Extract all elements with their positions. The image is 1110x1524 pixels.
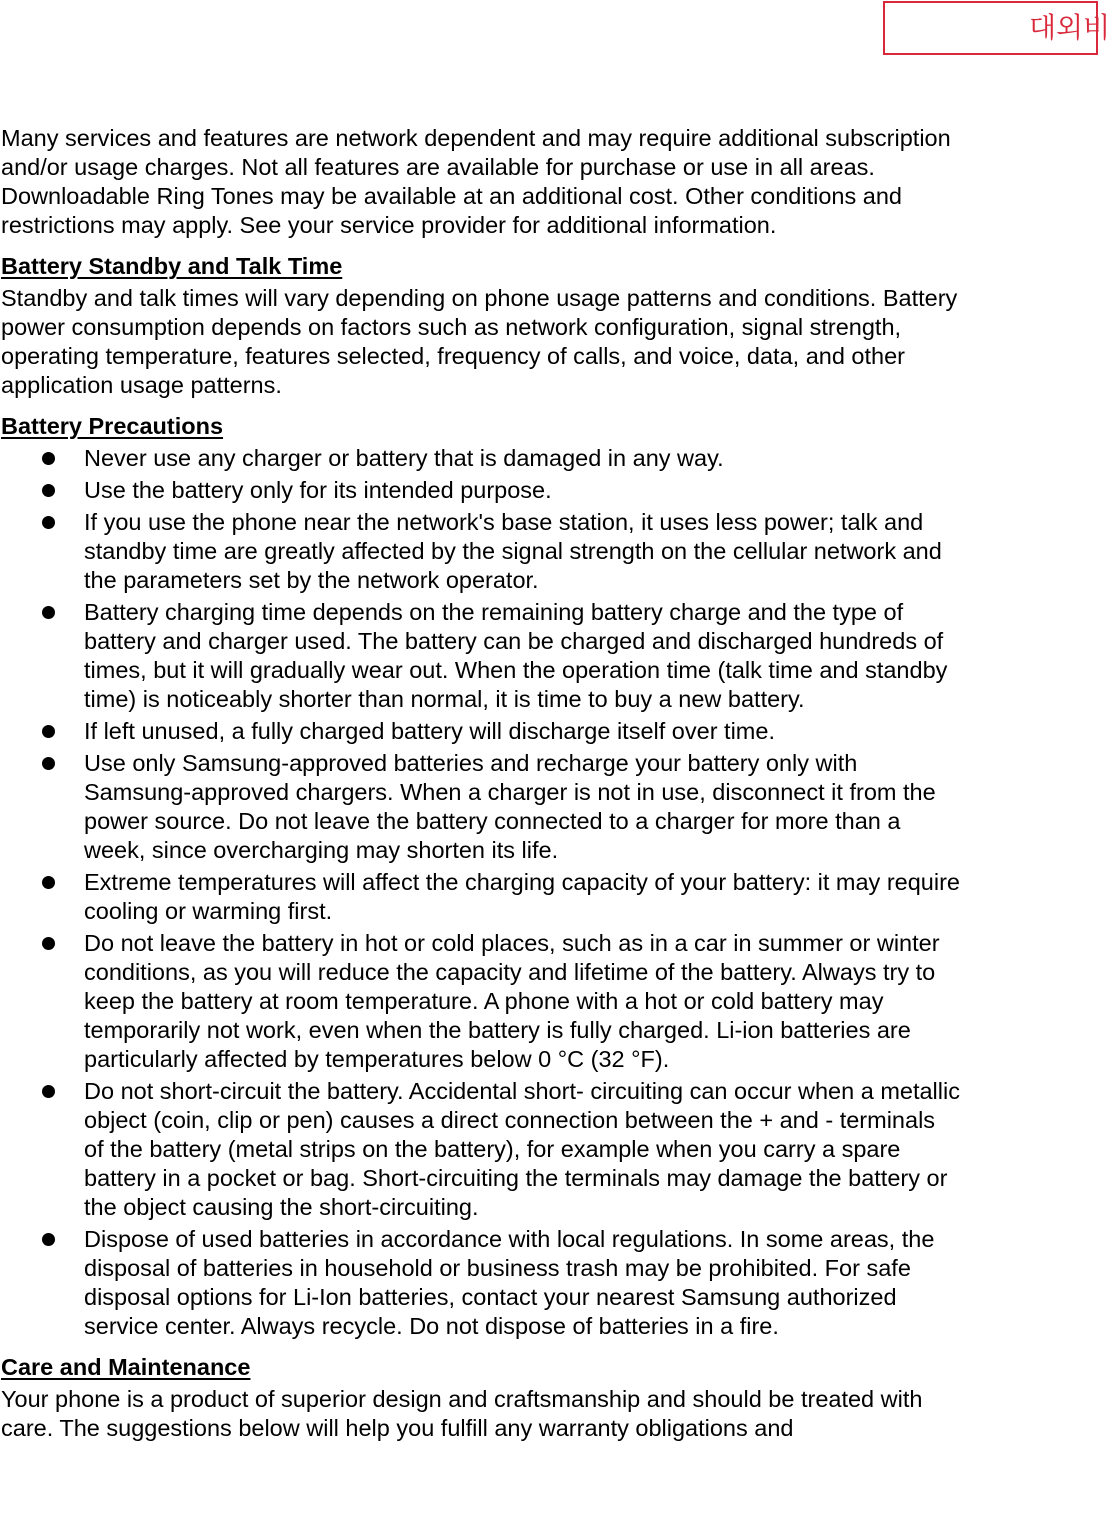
bullet-dot-icon: [42, 484, 55, 497]
list-item: [1, 476, 961, 505]
section-heading-battery-standby: Battery Standby and Talk Time: [1, 253, 343, 279]
section-heading-battery-precautions: Battery Precautions: [1, 413, 224, 439]
bullet-dot-icon: [42, 516, 55, 529]
section-care-maintenance: [1, 1353, 961, 1443]
section-battery-precautions: [1, 412, 961, 1341]
list-item-text: Do not leave the battery in hot or cold places, such as in a car in summer or winter conditions, as you will reduce the capacity and lifetime of the battery. Always try to keep the battery at room temperature. A phone with a hot or cold battery may temporarily not work, even when the battery is fully charged. Li-ion batteries are particularly affected by temperatures below 0 °C (32 °F).: [84, 930, 940, 1072]
list-item-text: If you use the phone near the network's base station, it uses less power; talk and standby time are greatly affected by the signal strength on the cellular network and the parameters set by the network operator.: [84, 509, 942, 593]
intro-paragraph: Many services and features are network dependent and may require additional subscription and/or usage charges. Not all features are available for purchase or use in all areas. Downloadable Ring Tones may be available at an additional cost. Other conditions and restrictions may apply. See your service provider for additional information.: [1, 125, 951, 238]
list-item-text: Dispose of used batteries in accordance with local regulations. In some areas, the disposal of batteries in household or business trash may be prohibited. For safe disposal options for Li-Ion batteries, contact your nearest Samsung authorized service center. Always recycle. Do not dispose of batteries in a fire.: [84, 1226, 935, 1339]
list-item: [1, 929, 961, 1074]
section-paragraph-care-maintenance: Your phone is a product of superior design and craftsmanship and should be treated with care. The suggestions below will help you fulfill any warranty obligations and: [1, 1386, 923, 1441]
list-item-text: Battery charging time depends on the remaining battery charge and the type of battery and charger used. The battery can be charged and discharged hundreds of times, but it will gradually wear out. When the operation time (talk time and standby time) is noticeably shorter than normal, it is time to buy a new battery.: [84, 599, 948, 712]
list-item: [1, 598, 961, 714]
bullet-dot-icon: [42, 876, 55, 889]
bullet-dot-icon: [42, 452, 55, 465]
section-heading-care-maintenance: Care and Maintenance: [1, 1354, 251, 1380]
bullet-dot-icon: [42, 1233, 55, 1246]
list-item: [1, 1077, 961, 1222]
list-item: [1, 749, 961, 865]
list-item-text: If left unused, a fully charged battery will discharge itself over time.: [84, 718, 775, 744]
battery-precautions-list: [1, 444, 961, 1341]
list-item-text: Never use any charger or battery that is damaged in any way.: [84, 445, 724, 471]
list-item-text: Use only Samsung-approved batteries and recharge your battery only with Samsung-approved chargers. When a charger is not in use, disconnect it from the power source. Do not leave the battery connected to a charger for more than a week, since overcharging may shorten its life.: [84, 750, 936, 863]
list-item-text: Use the battery only for its intended purpose.: [84, 477, 552, 503]
list-item-text: Extreme temperatures will affect the charging capacity of your battery: it may require cooling or warming first.: [84, 869, 960, 924]
confidential-stamp: [883, 1, 1110, 55]
bullet-dot-icon: [42, 937, 55, 950]
bullet-dot-icon: [42, 757, 55, 770]
document-body: [1, 124, 961, 1443]
section-paragraph-battery-standby: Standby and talk times will vary depending on phone usage patterns and conditions. Battery power consumption depends on factors such as network configuration, signal strength, operating temperature, features selected, frequency of calls, and voice, data, and other application usage patterns.: [1, 285, 958, 398]
stamp-label: 대외비: [1029, 11, 1110, 44]
section-battery-standby: [1, 252, 961, 400]
bullet-dot-icon: [42, 725, 55, 738]
list-item: [1, 717, 961, 746]
list-item: [1, 868, 961, 926]
bullet-dot-icon: [42, 1085, 55, 1098]
list-item: [1, 508, 961, 595]
list-item: [1, 1225, 961, 1341]
list-item: [1, 444, 961, 473]
bullet-dot-icon: [42, 606, 55, 619]
list-item-text: Do not short-circuit the battery. Accidental short- circuiting can occur when a metallic object (coin, clip or pen) causes a direct connection between the + and - terminals of the battery (metal strips on the battery), for example when you carry a spare battery in a pocket or bag. Short-circuiting the terminals may damage the battery or the object causing the short-circuiting.: [84, 1078, 960, 1220]
